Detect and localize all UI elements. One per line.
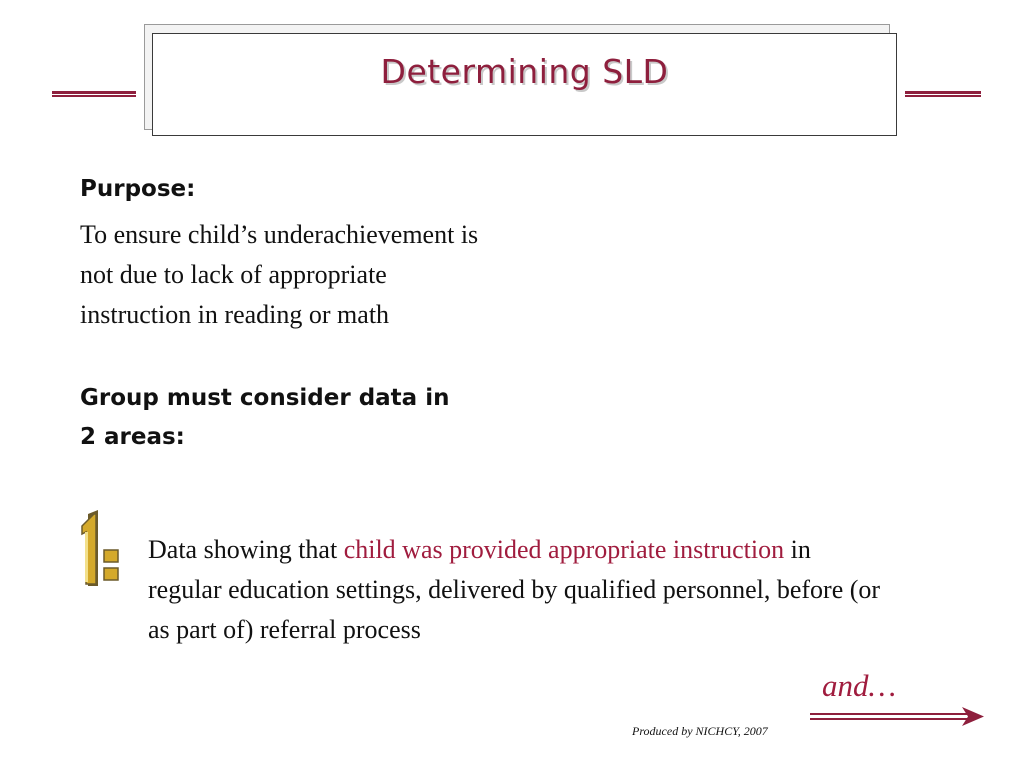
group-heading-line: 2 areas: <box>80 424 185 450</box>
credit-footer: Produced by NICHCY, 2007 <box>632 724 768 738</box>
purpose-heading: Purpose: <box>80 176 196 202</box>
group-heading <box>80 379 560 457</box>
purpose-body <box>80 215 620 335</box>
and-continuation: and… <box>822 668 897 703</box>
number-digit <box>82 514 96 584</box>
left-decorative-line <box>52 91 136 97</box>
number-highlight <box>85 532 88 582</box>
right-arrow-icon <box>810 706 986 728</box>
purpose-line: To ensure child’s underachievement is <box>80 220 479 249</box>
item1-text-after: in regular education settings, delivered by qualified personnel, before (or as part of) referral process <box>148 535 881 644</box>
item1-text-before: Data showing that <box>148 535 344 564</box>
right-decorative-line <box>905 91 981 97</box>
item1-text <box>148 530 888 650</box>
number-dot <box>104 568 118 580</box>
item1-highlight: child was provided appropriate instruction <box>343 535 785 564</box>
group-heading-line: Group must consider data in <box>80 385 450 411</box>
purpose-line: instruction in reading or math <box>80 300 390 329</box>
purpose-line: not due to lack of appropriate <box>80 260 387 289</box>
slide-title: Determining SLD <box>380 52 669 91</box>
number-one-graphic <box>74 506 124 596</box>
number-dot <box>104 550 118 562</box>
